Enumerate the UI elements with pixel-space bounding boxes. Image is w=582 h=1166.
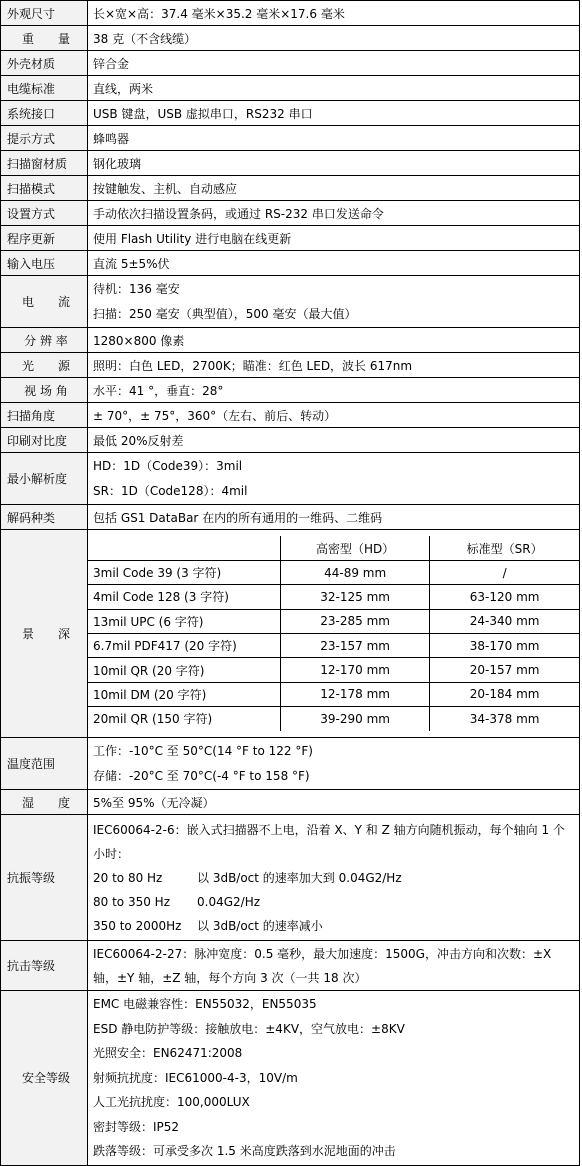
row-interface <box>1 101 580 126</box>
value-shock: IEC60064-2-27：脉冲宽度：0.5 毫秒，最大加速度：1500G，冲击方向和次数：±X 轴，±Y 轴，±Z 轴，每个方向 3 次（一共 18 次） <box>88 941 580 991</box>
value-config: 手动依次扫描设置条码，或通过 RS-232 串口发送命令 <box>88 201 580 226</box>
label-dimensions: 外观尺寸 <box>1 1 88 26</box>
depth-of-field-cell <box>88 530 580 738</box>
depth-code: 10mil DM (20 字符) <box>88 682 281 706</box>
label-weight: 重 量 <box>1 26 88 51</box>
row-temperature <box>1 738 580 790</box>
min-resolution-hd: HD：1D（Code39）：3mil <box>93 459 243 473</box>
vibration-frequency: 20 to 80 Hz <box>93 870 163 885</box>
value-indicator: 蜂鸣器 <box>88 126 580 151</box>
depth-sr: 20-157 mm <box>430 658 579 682</box>
label-temperature: 温度范围 <box>1 738 88 790</box>
label-config: 设置方式 <box>1 201 88 226</box>
row-decode <box>1 505 580 530</box>
label-contrast: 印刷对比度 <box>1 428 88 453</box>
depth-row <box>88 658 579 682</box>
label-min-resolution: 最小解析度 <box>1 453 88 505</box>
safety-drop: 跌落等级：可承受多次 1.5 米高度跌落到水泥地面的冲击 <box>93 1144 396 1158</box>
row-update <box>1 226 580 251</box>
label-fov: 视 场 角 <box>1 378 88 403</box>
label-light-source: 光 源 <box>1 353 88 378</box>
label-update: 程序更新 <box>1 226 88 251</box>
value-weight: 38 克（不含线缆） <box>88 26 580 51</box>
label-depth-of-field: 景 深 <box>1 530 88 738</box>
depth-sr: 63-120 mm <box>430 585 579 609</box>
safety-sealing: 密封等级：IP52 <box>93 1119 180 1134</box>
depth-sr: 34-378 mm <box>430 707 579 731</box>
vibration-frequency: 80 to 350 Hz <box>93 894 170 909</box>
value-current <box>88 276 580 328</box>
depth-code: 13mil UPC (6 字符) <box>88 609 281 633</box>
current-standby: 待机：136 毫安 <box>93 282 180 296</box>
depth-hd: 39-290 mm <box>281 707 430 731</box>
depth-code: 6.7mil PDF417 (20 字符) <box>88 634 281 658</box>
label-resolution: 分 辨 率 <box>1 328 88 353</box>
value-interface: USB 键盘，USB 虚拟串口，RS232 串口 <box>88 101 580 126</box>
depth-hd: 32-125 mm <box>281 585 430 609</box>
label-current: 电 流 <box>1 276 88 328</box>
value-window: 钢化玻璃 <box>88 151 580 176</box>
label-shock: 抗击等级 <box>1 941 88 991</box>
row-humidity <box>1 790 580 815</box>
label-window: 扫描窗材质 <box>1 151 88 176</box>
value-light-source: 照明：白色 LED，2700K；瞄准：红色 LED，波长 617nm <box>88 353 580 378</box>
depth-row <box>88 682 579 706</box>
value-dimensions: 长×宽×高：37.4 毫米×35.2 毫米×17.6 毫米 <box>88 1 580 26</box>
vibration-row <box>93 914 574 938</box>
row-fov <box>1 378 580 403</box>
safety-esd: ESD 静电防护等级：接触放电：±4KV，空气放电：±8KV <box>93 1021 405 1036</box>
temperature-operating: 工作：-10°C 至 50°C(14 °F to 122 °F) <box>93 744 313 758</box>
depth-row <box>88 707 579 731</box>
label-humidity: 湿 度 <box>1 790 88 815</box>
depth-sr: / <box>430 560 579 584</box>
depth-code: 10mil QR (20 字符) <box>88 658 281 682</box>
row-shock <box>1 941 580 991</box>
value-fov: 水平：41 °，垂直：28° <box>88 378 580 403</box>
value-scan-mode: 按键触发、主机、自动感应 <box>88 176 580 201</box>
safety-ambient-light: 人工光抗扰度：100,000LUX <box>93 1095 250 1109</box>
value-update: 使用 Flash Utility 进行电脑在线更新 <box>88 226 580 251</box>
depth-row <box>88 560 579 584</box>
value-min-resolution <box>88 453 580 505</box>
depth-header-row <box>88 536 579 560</box>
vibration-spec: 0.04G2/Hz <box>197 894 261 909</box>
label-cable: 电缆标准 <box>1 76 88 101</box>
value-scan-angle: ± 70°，± 75°，360°（左右、前后、转动） <box>88 403 580 428</box>
safety-emc: EMC 电磁兼容性：EN55032，EN55035 <box>93 997 317 1011</box>
row-scan-mode <box>1 176 580 201</box>
depth-hd: 23-157 mm <box>281 634 430 658</box>
row-voltage <box>1 251 580 276</box>
value-voltage: 直流 5±5%伏 <box>88 251 580 276</box>
label-safety: 安全等级 <box>1 991 88 1166</box>
depth-hd: 23-285 mm <box>281 609 430 633</box>
row-light-source <box>1 353 580 378</box>
depth-row <box>88 585 579 609</box>
row-depth-of-field <box>1 530 580 738</box>
value-temperature <box>88 738 580 790</box>
value-resolution: 1280×800 像素 <box>88 328 580 353</box>
value-cable: 直线，两米 <box>88 76 580 101</box>
vibration-frequency: 350 to 2000Hz <box>93 918 182 933</box>
row-min-resolution <box>1 453 580 505</box>
label-voltage: 输入电压 <box>1 251 88 276</box>
depth-header-sr: 标准型（SR） <box>430 536 579 560</box>
depth-code: 20mil QR (150 字符) <box>88 707 281 731</box>
label-interface: 系统接口 <box>1 101 88 126</box>
row-weight <box>1 26 580 51</box>
label-housing: 外壳材质 <box>1 51 88 76</box>
label-indicator: 提示方式 <box>1 126 88 151</box>
row-housing <box>1 51 580 76</box>
row-config <box>1 201 580 226</box>
vibration-spec: 以 3dB/oct 的速率加大到 0.04G2/Hz <box>197 870 402 885</box>
vibration-row <box>93 890 574 914</box>
label-scan-angle: 扫描角度 <box>1 403 88 428</box>
depth-code: 3mil Code 39 (3 字符) <box>88 560 281 584</box>
row-dimensions <box>1 1 580 26</box>
vibration-spec: 以 3dB/oct 的速率减小 <box>197 918 323 933</box>
label-vibration: 抗振等级 <box>1 815 88 941</box>
row-scan-angle <box>1 403 580 428</box>
value-contrast: 最低 20%反射差 <box>88 428 580 453</box>
depth-sr: 20-184 mm <box>430 682 579 706</box>
label-decode: 解码种类 <box>1 505 88 530</box>
row-current <box>1 276 580 328</box>
vibration-row <box>93 866 574 890</box>
depth-sr: 24-340 mm <box>430 609 579 633</box>
safety-photobiological: 光照安全：EN62471:2008 <box>93 1046 243 1060</box>
depth-row <box>88 609 579 633</box>
vibration-intro: IEC60064-2-6：嵌入式扫描器不上电，沿着 X、Y 和 Z 轴方向随机振动，每个轴向 1 个小时： <box>93 822 565 861</box>
value-housing: 锌合金 <box>88 51 580 76</box>
row-safety <box>1 991 580 1166</box>
depth-of-field-table <box>88 536 579 730</box>
row-indicator <box>1 126 580 151</box>
depth-sr: 38-170 mm <box>430 634 579 658</box>
depth-hd: 44-89 mm <box>281 560 430 584</box>
current-scan: 扫描：250 毫安（典型值），500 毫安（最大值） <box>93 306 357 321</box>
value-humidity: 5%至 95%（无冷凝） <box>88 790 580 815</box>
temperature-storage: 存储：-20°C 至 70°C(-4 °F to 158 °F) <box>93 768 310 783</box>
depth-code: 4mil Code 128 (3 字符) <box>88 585 281 609</box>
depth-header-hd: 高密型（HD） <box>281 536 430 560</box>
row-cable <box>1 76 580 101</box>
depth-hd: 12-170 mm <box>281 658 430 682</box>
row-vibration <box>1 815 580 941</box>
depth-header-blank <box>88 536 281 560</box>
min-resolution-sr: SR：1D（Code128）：4mil <box>93 483 248 498</box>
value-safety <box>88 991 580 1166</box>
row-contrast <box>1 428 580 453</box>
label-scan-mode: 扫描模式 <box>1 176 88 201</box>
safety-rf-immunity: 射频抗扰度：IEC61000-4-3，10V/m <box>93 1070 298 1085</box>
value-decode: 包括 GS1 DataBar 在内的所有通用的一维码、二维码 <box>88 505 580 530</box>
depth-row <box>88 634 579 658</box>
depth-hd: 12-178 mm <box>281 682 430 706</box>
value-vibration <box>88 815 580 941</box>
row-window <box>1 151 580 176</box>
row-resolution <box>1 328 580 353</box>
